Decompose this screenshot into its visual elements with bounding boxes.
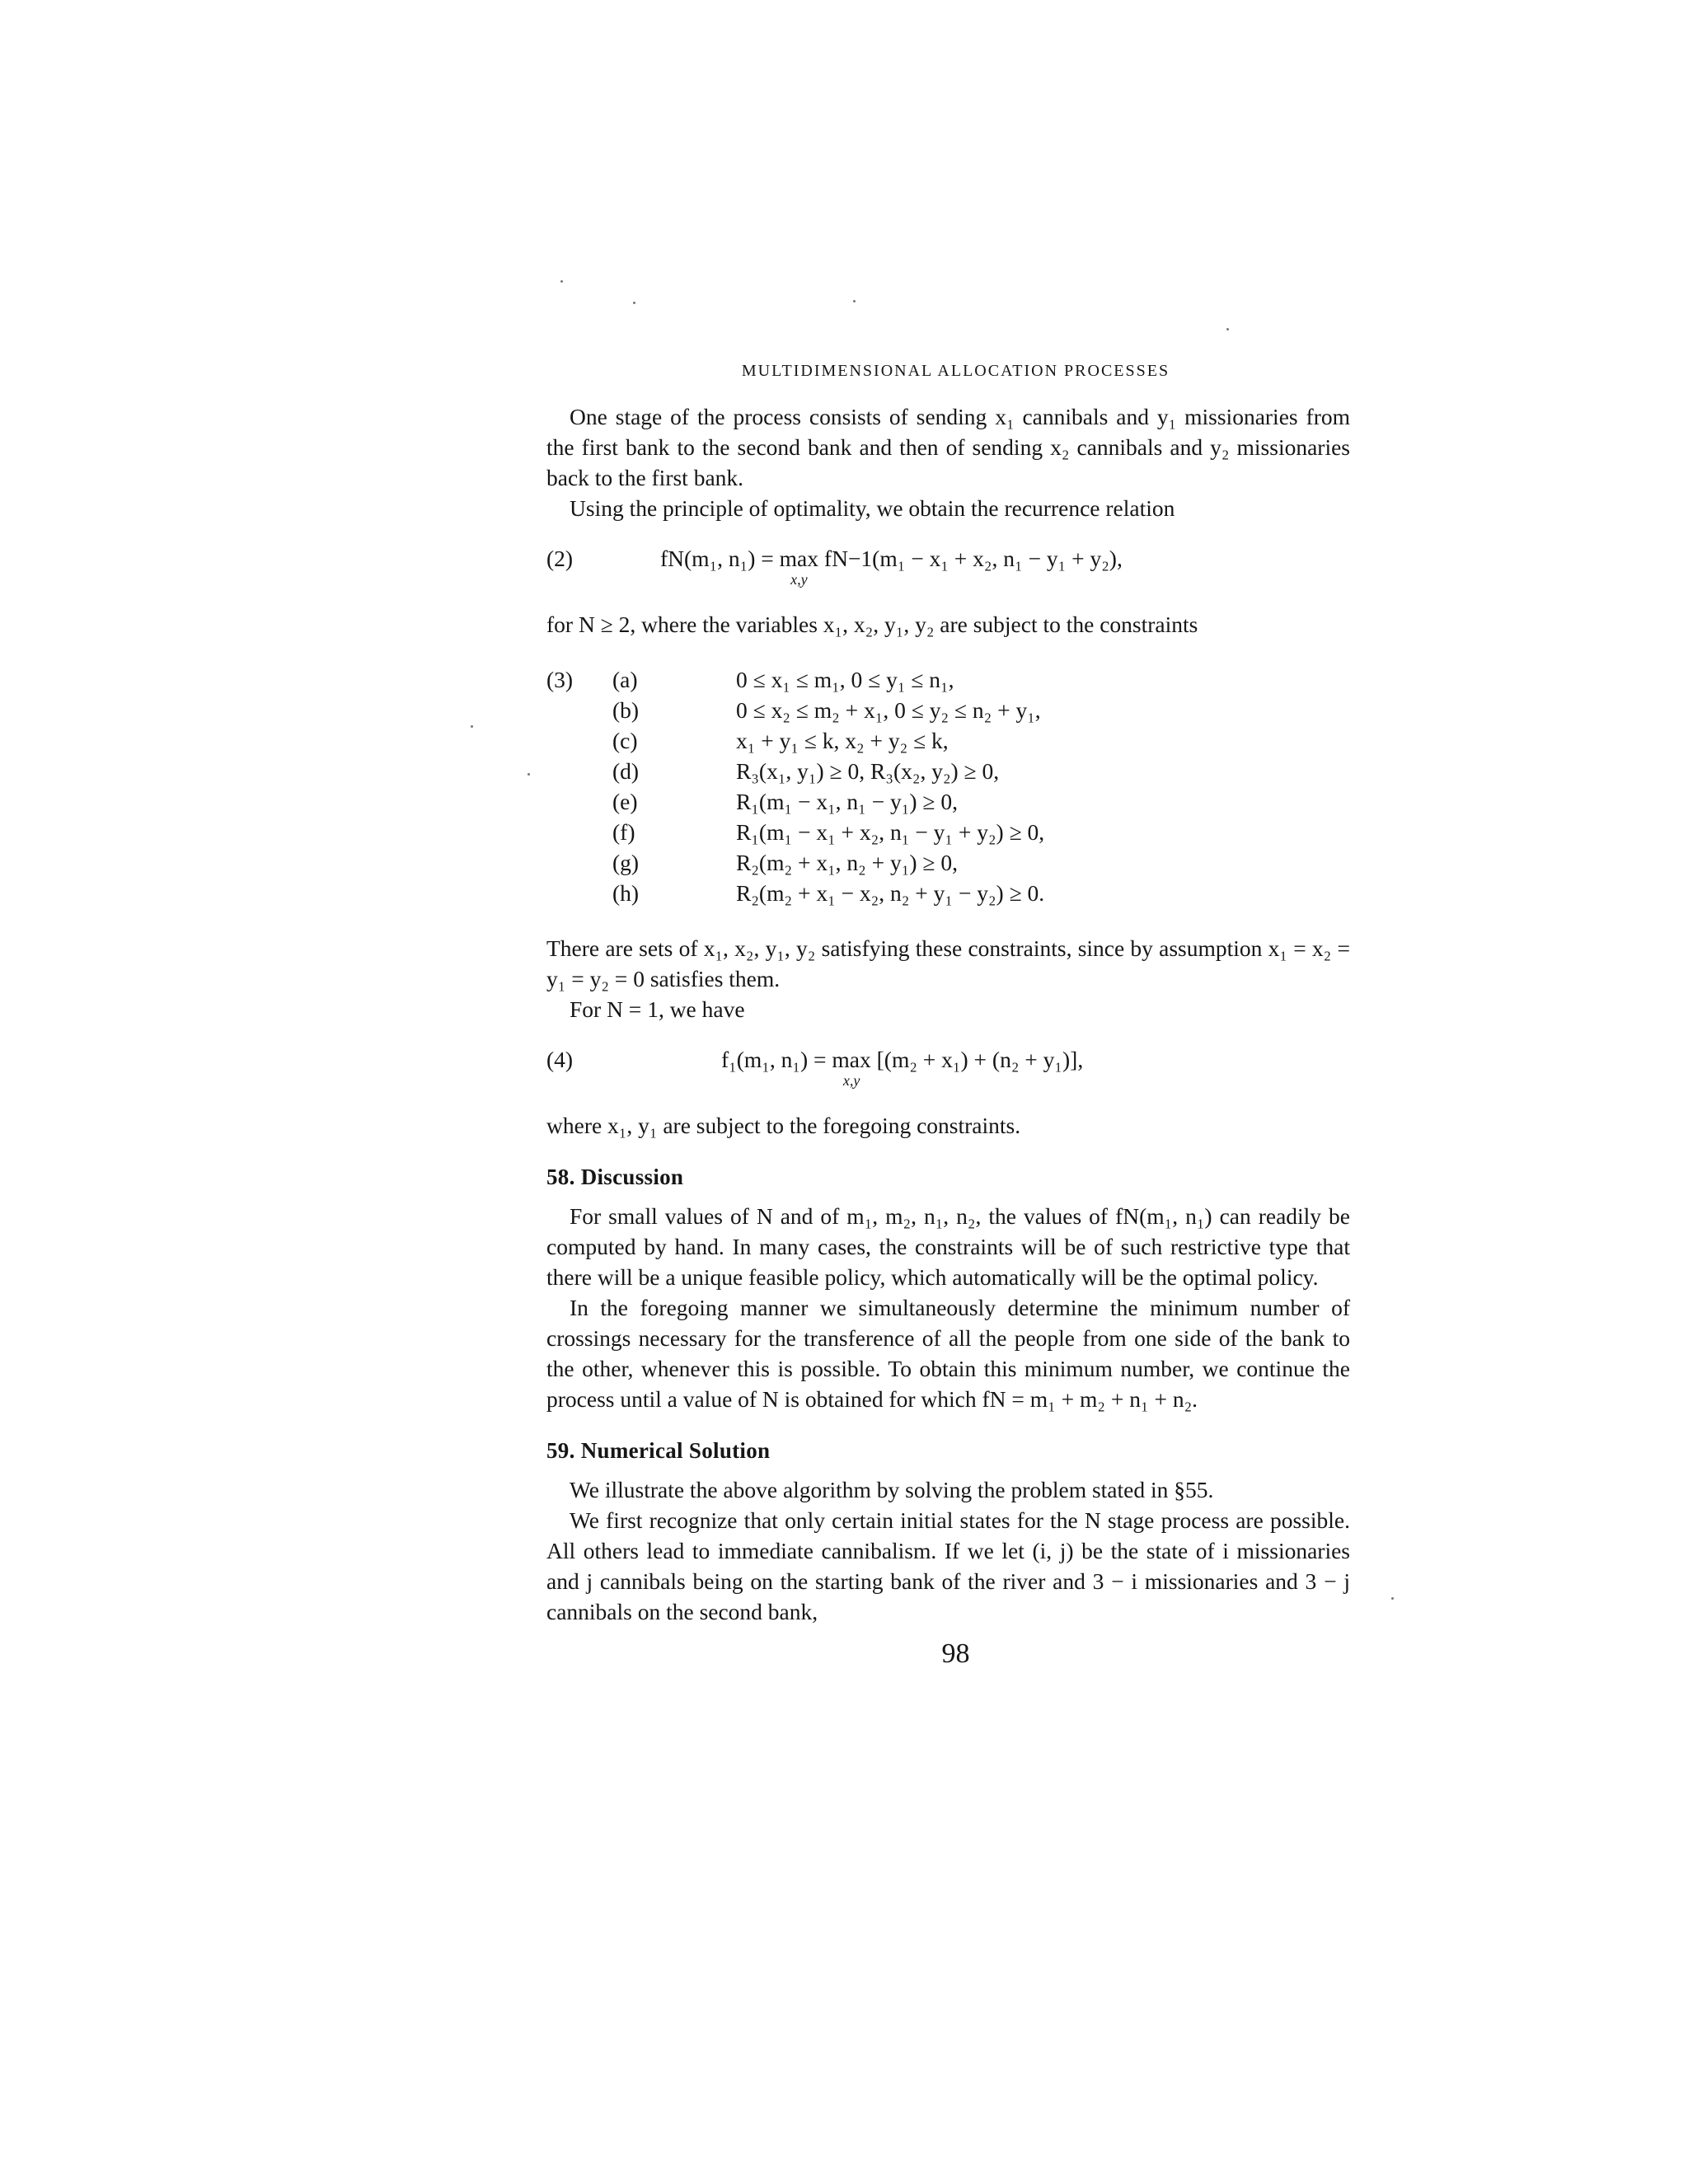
max-operator [779, 543, 819, 588]
max-subscript: x,y [842, 1072, 860, 1089]
scan-speck [1391, 1597, 1394, 1600]
constraint-label: (h) [612, 880, 640, 906]
scan-speck [633, 302, 635, 304]
constraints-block [546, 664, 1350, 912]
equation-4 [546, 1044, 1350, 1092]
book-page [546, 356, 1350, 1669]
constraint-expression: R₃(x₁, y₁) ≥ 0, R₃(x₂, y₂) ≥ 0, [736, 758, 1000, 784]
section-heading-numerical-solution: 59. Numerical Solution [546, 1438, 771, 1463]
scan-speck [1226, 328, 1229, 330]
paragraph-stage-description: One stage of the process consists of sending x₁ cannibals and y₁ missionaries from the first bank to the second bank and then of sending x₂ cannibals and y₂ missionaries back to the first bank. [546, 404, 1350, 490]
scan-speck [560, 280, 563, 283]
constraint-expression: R₂(m₂ + x₁ − x₂, n₂ + y₁ − y₂) ≥ 0. [736, 880, 1045, 906]
max-operator [832, 1044, 871, 1089]
constraint-expression: x₁ + y₁ ≤ k, x₂ + y₂ ≤ k, [736, 728, 949, 753]
scan-speck [528, 773, 530, 776]
constraint-expression: R₁(m₁ − x₁ + x₂, n₁ − y₁ + y₂) ≥ 0, [736, 819, 1045, 845]
page-number: 98 [941, 1638, 970, 1669]
equation-body [660, 543, 1123, 588]
scan-speck [853, 300, 856, 302]
running-head: MULTIDIMENSIONAL ALLOCATION PROCESSES [741, 362, 1170, 380]
paragraph-principle-optimality: Using the principle of optimality, we obtain the recurrence relation [570, 495, 1175, 521]
paragraph-feasible-sets: There are sets of x₁, x₂, y₁, y₂ satisfying these constraints, since by assumption x₁ = x₂ = y₁ = y₂ = 0 satisfies them. [546, 935, 1350, 991]
constraint-expression: R₁(m₁ − x₁, n₁ − y₁) ≥ 0, [736, 789, 958, 814]
constraint-expression: 0 ≤ x₁ ≤ m₁, 0 ≤ y₁ ≤ n₁, [736, 667, 954, 692]
paragraph-n-equals-one: For N = 1, we have [570, 996, 745, 1022]
equation-lhs: f₁(m₁, n₁) = [721, 1047, 832, 1072]
max-label: max [779, 546, 819, 571]
constraint-label: (f) [612, 819, 635, 845]
constraint-label: (b) [612, 697, 640, 723]
section-heading-discussion: 58. Discussion [546, 1165, 684, 1189]
paragraph-foregoing-constraints: where x₁, y₁ are subject to the foregoing constraints. [546, 1113, 1021, 1138]
paragraph-discussion-1: For small values of N and of m₁, m₂, n₁, n₂, the values of fN(m₁, n₁) can readily be computed by hand. In many cases, the constraints will be of such restrictive type that there will be a unique feasible policy, which automatically will be the optimal policy. [546, 1203, 1350, 1290]
scan-speck [471, 725, 473, 728]
constraint-label: (c) [612, 728, 638, 753]
max-subscript: x,y [790, 571, 808, 588]
equation-rhs: fN−1(m₁ − x₁ + x₂, n₁ − y₁ + y₂), [818, 546, 1123, 571]
equation-number: (4) [546, 1047, 574, 1072]
paragraph-numerical-2: We first recognize that only certain initial states for the N stage process are possible. All others lead to immediate cannibalism. If we let (i, j) be the state of i missionaries and j cannibals being on the starting bank of the river and 3 − i missionaries and 3 − j cannibals on the second bank, [546, 1507, 1350, 1624]
equation-lhs: fN(m₁, n₁) = [660, 546, 780, 571]
equation-number: (2) [546, 546, 574, 571]
constraint-label: (d) [612, 758, 640, 784]
equation-rhs: [(m₂ + x₁) + (n₂ + y₁)], [870, 1047, 1084, 1072]
paragraph-numerical-1: We illustrate the above algorithm by solving the problem stated in §55. [570, 1477, 1214, 1502]
equation-body [721, 1044, 1084, 1089]
constraints-number: (3) [546, 667, 574, 692]
paragraph-discussion-2: In the foregoing manner we simultaneously determine the minimum number of crossings necessary for the transference of all the people from one side of the bank to the other, whenever this is possible. To obtain this minimum number, we continue the process until a value of N is obtained for which fN = m₁ + m₂ + n₁ + n₂. [546, 1295, 1350, 1412]
constraint-label: (g) [612, 850, 640, 875]
paragraph-constraints-intro: for N ≥ 2, where the variables x₁, x₂, y₁, y₂ are subject to the constraints [546, 612, 1198, 637]
constraint-label: (a) [612, 667, 638, 692]
equation-2 [546, 543, 1350, 591]
constraint-expression: 0 ≤ x₂ ≤ m₂ + x₁, 0 ≤ y₂ ≤ n₂ + y₁, [736, 697, 1041, 723]
constraint-expression: R₂(m₂ + x₁, n₂ + y₁) ≥ 0, [736, 850, 958, 875]
constraint-label: (e) [612, 789, 638, 814]
max-label: max [832, 1047, 871, 1072]
